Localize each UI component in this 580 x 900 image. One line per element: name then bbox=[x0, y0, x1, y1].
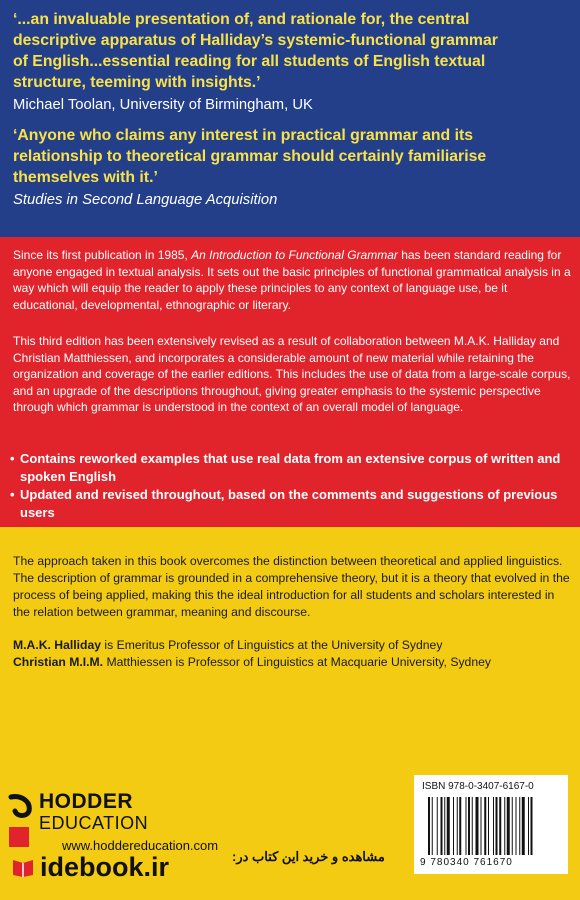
barcode-digits: 9 780340 761670 bbox=[420, 857, 513, 868]
feature-bullet-1: • Contains reworked examples that use real data from an extensive corpus of written and spoken English bbox=[10, 451, 561, 484]
book-title: An Introduction to Functional Grammar bbox=[191, 248, 398, 262]
barcode-bar bbox=[432, 797, 433, 855]
hodder-logo-icon bbox=[7, 793, 37, 851]
barcode-bar bbox=[528, 797, 529, 855]
barcode-bar bbox=[459, 797, 461, 855]
barcode-bar bbox=[484, 797, 486, 855]
review-attribution-toolan: Michael Toolan, University of Birmingham, UK bbox=[13, 97, 313, 113]
barcode-bar bbox=[499, 797, 501, 855]
publisher-website-link[interactable]: www.hoddereducation.com bbox=[62, 838, 219, 853]
watermark-brand: idebook.ir bbox=[40, 852, 170, 882]
barcode-bar bbox=[453, 797, 454, 855]
bullet-dot-icon: • bbox=[10, 451, 15, 466]
barcode-bar bbox=[444, 797, 445, 855]
open-book-icon bbox=[12, 857, 34, 877]
author-bio-halliday: M.A.K. Halliday is Emeritus Professor of Linguistics at the University of Sydney bbox=[13, 638, 443, 652]
barcode-bar bbox=[476, 797, 479, 855]
isbn-barcode bbox=[414, 775, 568, 874]
watermark-farsi-caption: مشاهده و خرید این کتاب در: bbox=[232, 849, 385, 864]
publisher-division: EDUCATION bbox=[39, 813, 149, 833]
barcode-bar bbox=[504, 797, 505, 855]
publisher-name: HODDER bbox=[39, 790, 134, 813]
barcode-bar bbox=[519, 797, 520, 855]
barcode-bar bbox=[447, 797, 450, 855]
barcode-bar bbox=[493, 797, 494, 855]
barcode-bar bbox=[481, 797, 482, 855]
review-attribution-ssla: Studies in Second Language Acquisition bbox=[13, 192, 278, 208]
feature-bullet-2: • Updated and revised throughout, based on the comments and suggestions of previous users bbox=[10, 487, 558, 520]
barcode-bar bbox=[472, 797, 473, 855]
review-quote-ssla: ‘Anyone who claims any interest in practical grammar and its relationship to theoretical grammar should certainly familiarise themselves with it.’ bbox=[13, 127, 487, 186]
review-quote-toolan: ‘...an invaluable presentation of, and rationale for, the central descriptive apparatus of Halliday’s systemic-functional grammar of English...essential reading for all students of English textual structure, teeming with insights.’ bbox=[13, 11, 498, 91]
approach-paragraph: The approach taken in this book overcomes the distinction between theoretical and applied linguistics. The description of grammar is grounded in a comprehensive theory, but it is a theory that evolved in the process of being applied, making this the ideal introduction for all students and scholars interested in the relation between grammar, meaning and discourse. bbox=[13, 554, 570, 619]
barcode-bars bbox=[428, 797, 560, 855]
barcode-bar bbox=[428, 797, 430, 855]
barcode-bar bbox=[468, 797, 470, 855]
description-paragraph-2: This third edition has been extensively revised as a result of collaboration between M.A.K. Halliday and Christian Matthiessen, and incorporates a considerable amount of new material while retaining the organization and coverage of the earlier editions. This includes the use of data from a large-scale corpus, and an upgrade of the descriptions throughout, giving greater emphasis to the systemic perspective through which grammar is understood in the context of an overall model of language. bbox=[13, 334, 571, 414]
barcode-bar bbox=[437, 797, 438, 855]
barcode-bar bbox=[466, 797, 467, 855]
barcode-bar bbox=[531, 797, 533, 855]
description-paragraph-1: Since its first publication in 1985, An Introduction to Functional Grammar has been standard reading for anyone engaged in textual analysis. It sets out the basic principles of functional grammatical analysis in a way which will equip the reader to apply these principles to any context of language use, be it educational, developmental, ethnographic or literary. bbox=[13, 248, 571, 312]
barcode-bar bbox=[512, 797, 513, 855]
barcode-bar bbox=[516, 797, 517, 855]
barcode-bar bbox=[496, 797, 498, 855]
author-bio-matthiessen: Christian M.I.M. Matthiessen is Professor of Linguistics at Macquarie University, Sydney bbox=[13, 655, 491, 669]
barcode-bar bbox=[522, 797, 525, 855]
isbn-label: ISBN 978-0-3407-6167-0 bbox=[422, 781, 534, 792]
barcode-bar bbox=[457, 797, 458, 855]
bullet-dot-icon: • bbox=[10, 487, 15, 502]
barcode-bar bbox=[507, 797, 510, 855]
barcode-bar bbox=[488, 797, 489, 855]
barcode-bar bbox=[441, 797, 443, 855]
